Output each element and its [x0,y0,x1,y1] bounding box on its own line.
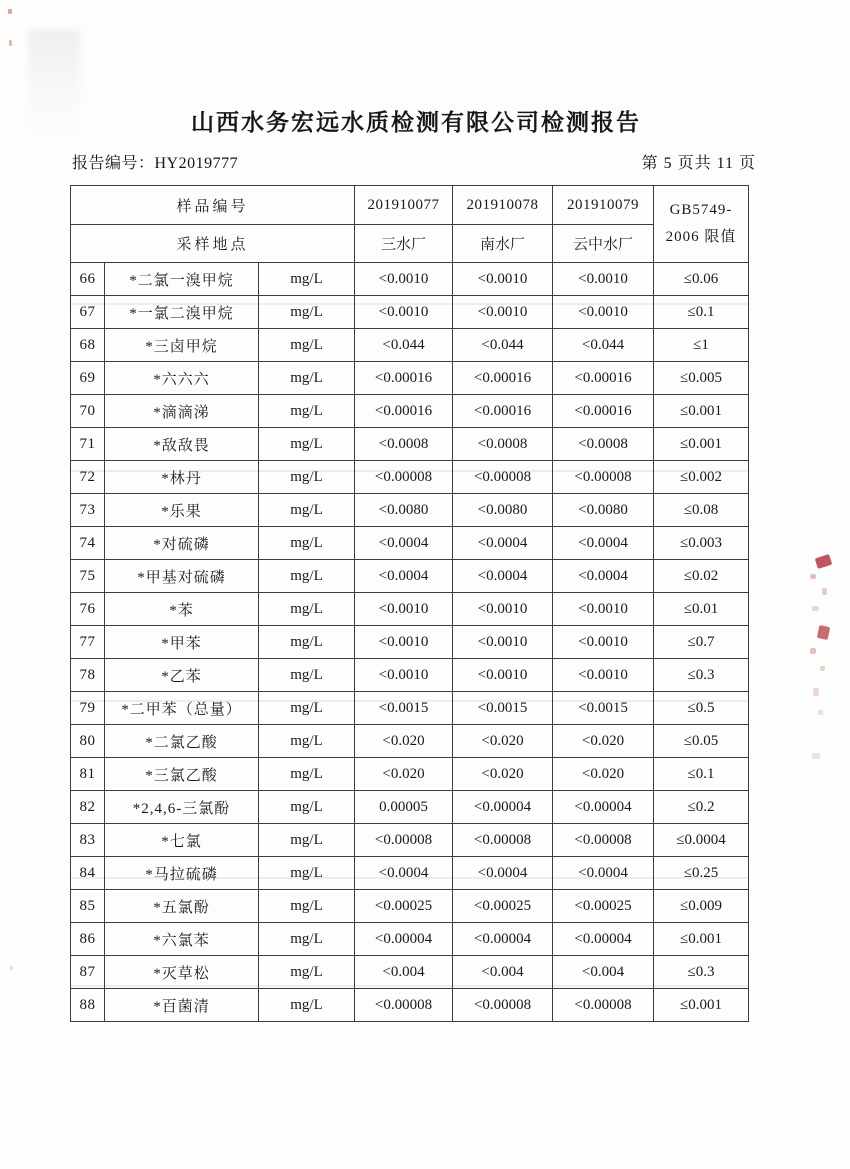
value-cell-plant3: <0.00025 [553,890,654,923]
param-name-cell: *三卤甲烷 [105,329,259,362]
unit-cell: mg/L [259,923,355,956]
value-cell-plant2: <0.0010 [453,659,553,692]
limit-cell: ≤1 [654,329,749,362]
value-cell-plant2: <0.0008 [453,428,553,461]
table-row [71,692,749,725]
value-cell-plant2: <0.0010 [453,626,553,659]
row-number-cell: 73 [71,494,105,527]
limit-cell: ≤0.3 [654,956,749,989]
header-row-location [71,225,749,263]
sample-no-label: 样品编号 [71,186,355,225]
row-number-cell: 87 [71,956,105,989]
value-cell-plant1: <0.0010 [355,659,453,692]
param-name-cell: *乐果 [105,494,259,527]
scan-speck [8,9,12,14]
row-number-cell: 88 [71,989,105,1022]
limit-cell: ≤0.0004 [654,824,749,857]
limit-standard-line2: 2006 限值 [665,229,737,245]
param-name-cell: *灭草松 [105,956,259,989]
row-number-cell: 78 [71,659,105,692]
unit-cell: mg/L [259,527,355,560]
limit-cell: ≤0.25 [654,857,749,890]
value-cell-plant3: <0.00016 [553,362,654,395]
unit-cell: mg/L [259,362,355,395]
row-number-cell: 68 [71,329,105,362]
param-name-cell: *二氯一溴甲烷 [105,263,259,296]
limit-cell: ≤0.001 [654,923,749,956]
limit-cell: ≤0.01 [654,593,749,626]
table-row [71,824,749,857]
param-name-cell: *林丹 [105,461,259,494]
value-cell-plant3: <0.0004 [553,560,654,593]
value-cell-plant2: <0.00008 [453,824,553,857]
row-number-cell: 86 [71,923,105,956]
results-table [70,185,749,1022]
row-number-cell: 69 [71,362,105,395]
value-cell-plant2: <0.00008 [453,989,553,1022]
location-2: 南水厂 [453,225,553,263]
limit-cell: ≤0.001 [654,428,749,461]
table-row [71,791,749,824]
value-cell-plant1: 0.00005 [355,791,453,824]
value-cell-plant3: <0.0015 [553,692,654,725]
param-name-cell: *二氯乙酸 [105,725,259,758]
value-cell-plant3: <0.00016 [553,395,654,428]
value-cell-plant1: <0.00016 [355,362,453,395]
value-cell-plant3: <0.0010 [553,659,654,692]
row-number-cell: 83 [71,824,105,857]
value-cell-plant3: <0.0080 [553,494,654,527]
param-name-cell: *百菌清 [105,989,259,1022]
value-cell-plant2: <0.0010 [453,593,553,626]
value-cell-plant3: <0.020 [553,725,654,758]
limit-cell: ≤0.002 [654,461,749,494]
sample-id-1: 201910077 [355,186,453,225]
value-cell-plant2: <0.020 [453,725,553,758]
unit-cell: mg/L [259,626,355,659]
table-row [71,296,749,329]
table-row [71,956,749,989]
param-name-cell: *2,4,6-三氯酚 [105,791,259,824]
value-cell-plant2: <0.044 [453,329,553,362]
table-row [71,626,749,659]
limit-cell: ≤0.7 [654,626,749,659]
value-cell-plant1: <0.00008 [355,824,453,857]
row-number-cell: 72 [71,461,105,494]
value-cell-plant1: <0.044 [355,329,453,362]
value-cell-plant2: <0.0004 [453,857,553,890]
limit-standard-header [654,186,749,263]
value-cell-plant2: <0.00004 [453,923,553,956]
unit-cell: mg/L [259,956,355,989]
value-cell-plant2: <0.00025 [453,890,553,923]
limit-cell: ≤0.3 [654,659,749,692]
unit-cell: mg/L [259,989,355,1022]
value-cell-plant2: <0.0010 [453,263,553,296]
value-cell-plant1: <0.0004 [355,560,453,593]
unit-cell: mg/L [259,329,355,362]
value-cell-plant3: <0.0010 [553,593,654,626]
unit-cell: mg/L [259,593,355,626]
value-cell-plant1: <0.0015 [355,692,453,725]
value-cell-plant3: <0.0010 [553,263,654,296]
unit-cell: mg/L [259,758,355,791]
param-name-cell: *二甲苯（总量） [105,692,259,725]
limit-cell: ≤0.5 [654,692,749,725]
scan-speck [9,40,12,46]
limit-cell: ≤0.08 [654,494,749,527]
param-name-cell: *六氯苯 [105,923,259,956]
limit-cell: ≤0.2 [654,791,749,824]
table-row [71,923,749,956]
value-cell-plant1: <0.0004 [355,527,453,560]
row-number-cell: 70 [71,395,105,428]
value-cell-plant1: <0.0004 [355,857,453,890]
unit-cell: mg/L [259,395,355,428]
unit-cell: mg/L [259,791,355,824]
table-row [71,263,749,296]
table-row [71,494,749,527]
unit-cell: mg/L [259,296,355,329]
value-cell-plant3: <0.0010 [553,296,654,329]
row-number-cell: 84 [71,857,105,890]
page-title: 山西水务宏远水质检测有限公司检测报告 [191,109,641,135]
param-name-cell: *六六六 [105,362,259,395]
row-number-cell: 77 [71,626,105,659]
table-row [71,428,749,461]
value-cell-plant3: <0.00008 [553,461,654,494]
scan-speck [10,966,13,970]
param-name-cell: *一氯二溴甲烷 [105,296,259,329]
row-number-cell: 66 [71,263,105,296]
unit-cell: mg/L [259,857,355,890]
value-cell-plant1: <0.0080 [355,494,453,527]
param-name-cell: *滴滴涕 [105,395,259,428]
unit-cell: mg/L [259,692,355,725]
table-row [71,725,749,758]
value-cell-plant2: <0.004 [453,956,553,989]
unit-cell: mg/L [259,659,355,692]
param-name-cell: *马拉硫磷 [105,857,259,890]
header-row-sample-no [71,186,749,225]
row-number-cell: 71 [71,428,105,461]
value-cell-plant2: <0.00016 [453,395,553,428]
value-cell-plant3: <0.00008 [553,824,654,857]
limit-cell: ≤0.003 [654,527,749,560]
value-cell-plant1: <0.00004 [355,923,453,956]
value-cell-plant1: <0.00025 [355,890,453,923]
table-row [71,758,749,791]
param-name-cell: *苯 [105,593,259,626]
location-1: 三水厂 [355,225,453,263]
value-cell-plant1: <0.00016 [355,395,453,428]
limit-cell: ≤0.1 [654,758,749,791]
value-cell-plant3: <0.00004 [553,923,654,956]
table-row [71,989,749,1022]
table-row [71,395,749,428]
unit-cell: mg/L [259,428,355,461]
limit-cell: ≤0.1 [654,296,749,329]
value-cell-plant1: <0.0008 [355,428,453,461]
value-cell-plant2: <0.0010 [453,296,553,329]
table-row [71,362,749,395]
param-name-cell: *乙苯 [105,659,259,692]
table-row [71,857,749,890]
value-cell-plant2: <0.0004 [453,560,553,593]
row-number-cell: 76 [71,593,105,626]
limit-cell: ≤0.009 [654,890,749,923]
param-name-cell: *甲苯 [105,626,259,659]
limit-cell: ≤0.005 [654,362,749,395]
value-cell-plant3: <0.0004 [553,527,654,560]
value-cell-plant3: <0.0010 [553,626,654,659]
limit-cell: ≤0.05 [654,725,749,758]
row-number-cell: 85 [71,890,105,923]
value-cell-plant3: <0.020 [553,758,654,791]
value-cell-plant3: <0.00004 [553,791,654,824]
row-number-cell: 81 [71,758,105,791]
value-cell-plant2: <0.00008 [453,461,553,494]
value-cell-plant1: <0.0010 [355,296,453,329]
table-row [71,593,749,626]
row-number-cell: 75 [71,560,105,593]
value-cell-plant1: <0.00008 [355,989,453,1022]
table-row [71,890,749,923]
report-number: 报告编号：HY2019777 [72,155,239,172]
unit-cell: mg/L [259,890,355,923]
row-number-cell: 79 [71,692,105,725]
row-number-cell: 67 [71,296,105,329]
table-row [71,527,749,560]
unit-cell: mg/L [259,461,355,494]
value-cell-plant2: <0.020 [453,758,553,791]
unit-cell: mg/L [259,725,355,758]
value-cell-plant2: <0.0015 [453,692,553,725]
value-cell-plant3: <0.00008 [553,989,654,1022]
table-row [71,329,749,362]
location-label: 采样地点 [71,225,355,263]
row-number-cell: 80 [71,725,105,758]
value-cell-plant3: <0.044 [553,329,654,362]
table-row [71,659,749,692]
value-cell-plant2: <0.0004 [453,527,553,560]
table-row [71,560,749,593]
unit-cell: mg/L [259,494,355,527]
value-cell-plant1: <0.004 [355,956,453,989]
page-indicator: 第 5 页共 11 页 [641,155,756,172]
param-name-cell: *甲基对硫磷 [105,560,259,593]
row-number-cell: 82 [71,791,105,824]
param-name-cell: *对硫磷 [105,527,259,560]
limit-cell: ≤0.001 [654,395,749,428]
unit-cell: mg/L [259,824,355,857]
value-cell-plant1: <0.020 [355,725,453,758]
row-number-cell: 74 [71,527,105,560]
sample-id-3: 201910079 [553,186,654,225]
param-name-cell: *七氯 [105,824,259,857]
value-cell-plant1: <0.0010 [355,626,453,659]
value-cell-plant3: <0.0008 [553,428,654,461]
limit-cell: ≤0.02 [654,560,749,593]
table-row [71,461,749,494]
param-name-cell: *敌敌畏 [105,428,259,461]
param-name-cell: *五氯酚 [105,890,259,923]
value-cell-plant3: <0.0004 [553,857,654,890]
unit-cell: mg/L [259,560,355,593]
limit-cell: ≤0.06 [654,263,749,296]
value-cell-plant2: <0.0080 [453,494,553,527]
stamp-fragment [800,548,845,768]
value-cell-plant1: <0.0010 [355,263,453,296]
limit-standard-line1: GB5749- [669,202,733,218]
unit-cell: mg/L [259,263,355,296]
sample-id-2: 201910078 [453,186,553,225]
value-cell-plant1: <0.020 [355,758,453,791]
meta-row [72,150,756,174]
limit-cell: ≤0.001 [654,989,749,1022]
value-cell-plant2: <0.00016 [453,362,553,395]
value-cell-plant1: <0.00008 [355,461,453,494]
value-cell-plant1: <0.0010 [355,593,453,626]
param-name-cell: *三氯乙酸 [105,758,259,791]
location-3: 云中水厂 [553,225,654,263]
value-cell-plant2: <0.00004 [453,791,553,824]
value-cell-plant3: <0.004 [553,956,654,989]
